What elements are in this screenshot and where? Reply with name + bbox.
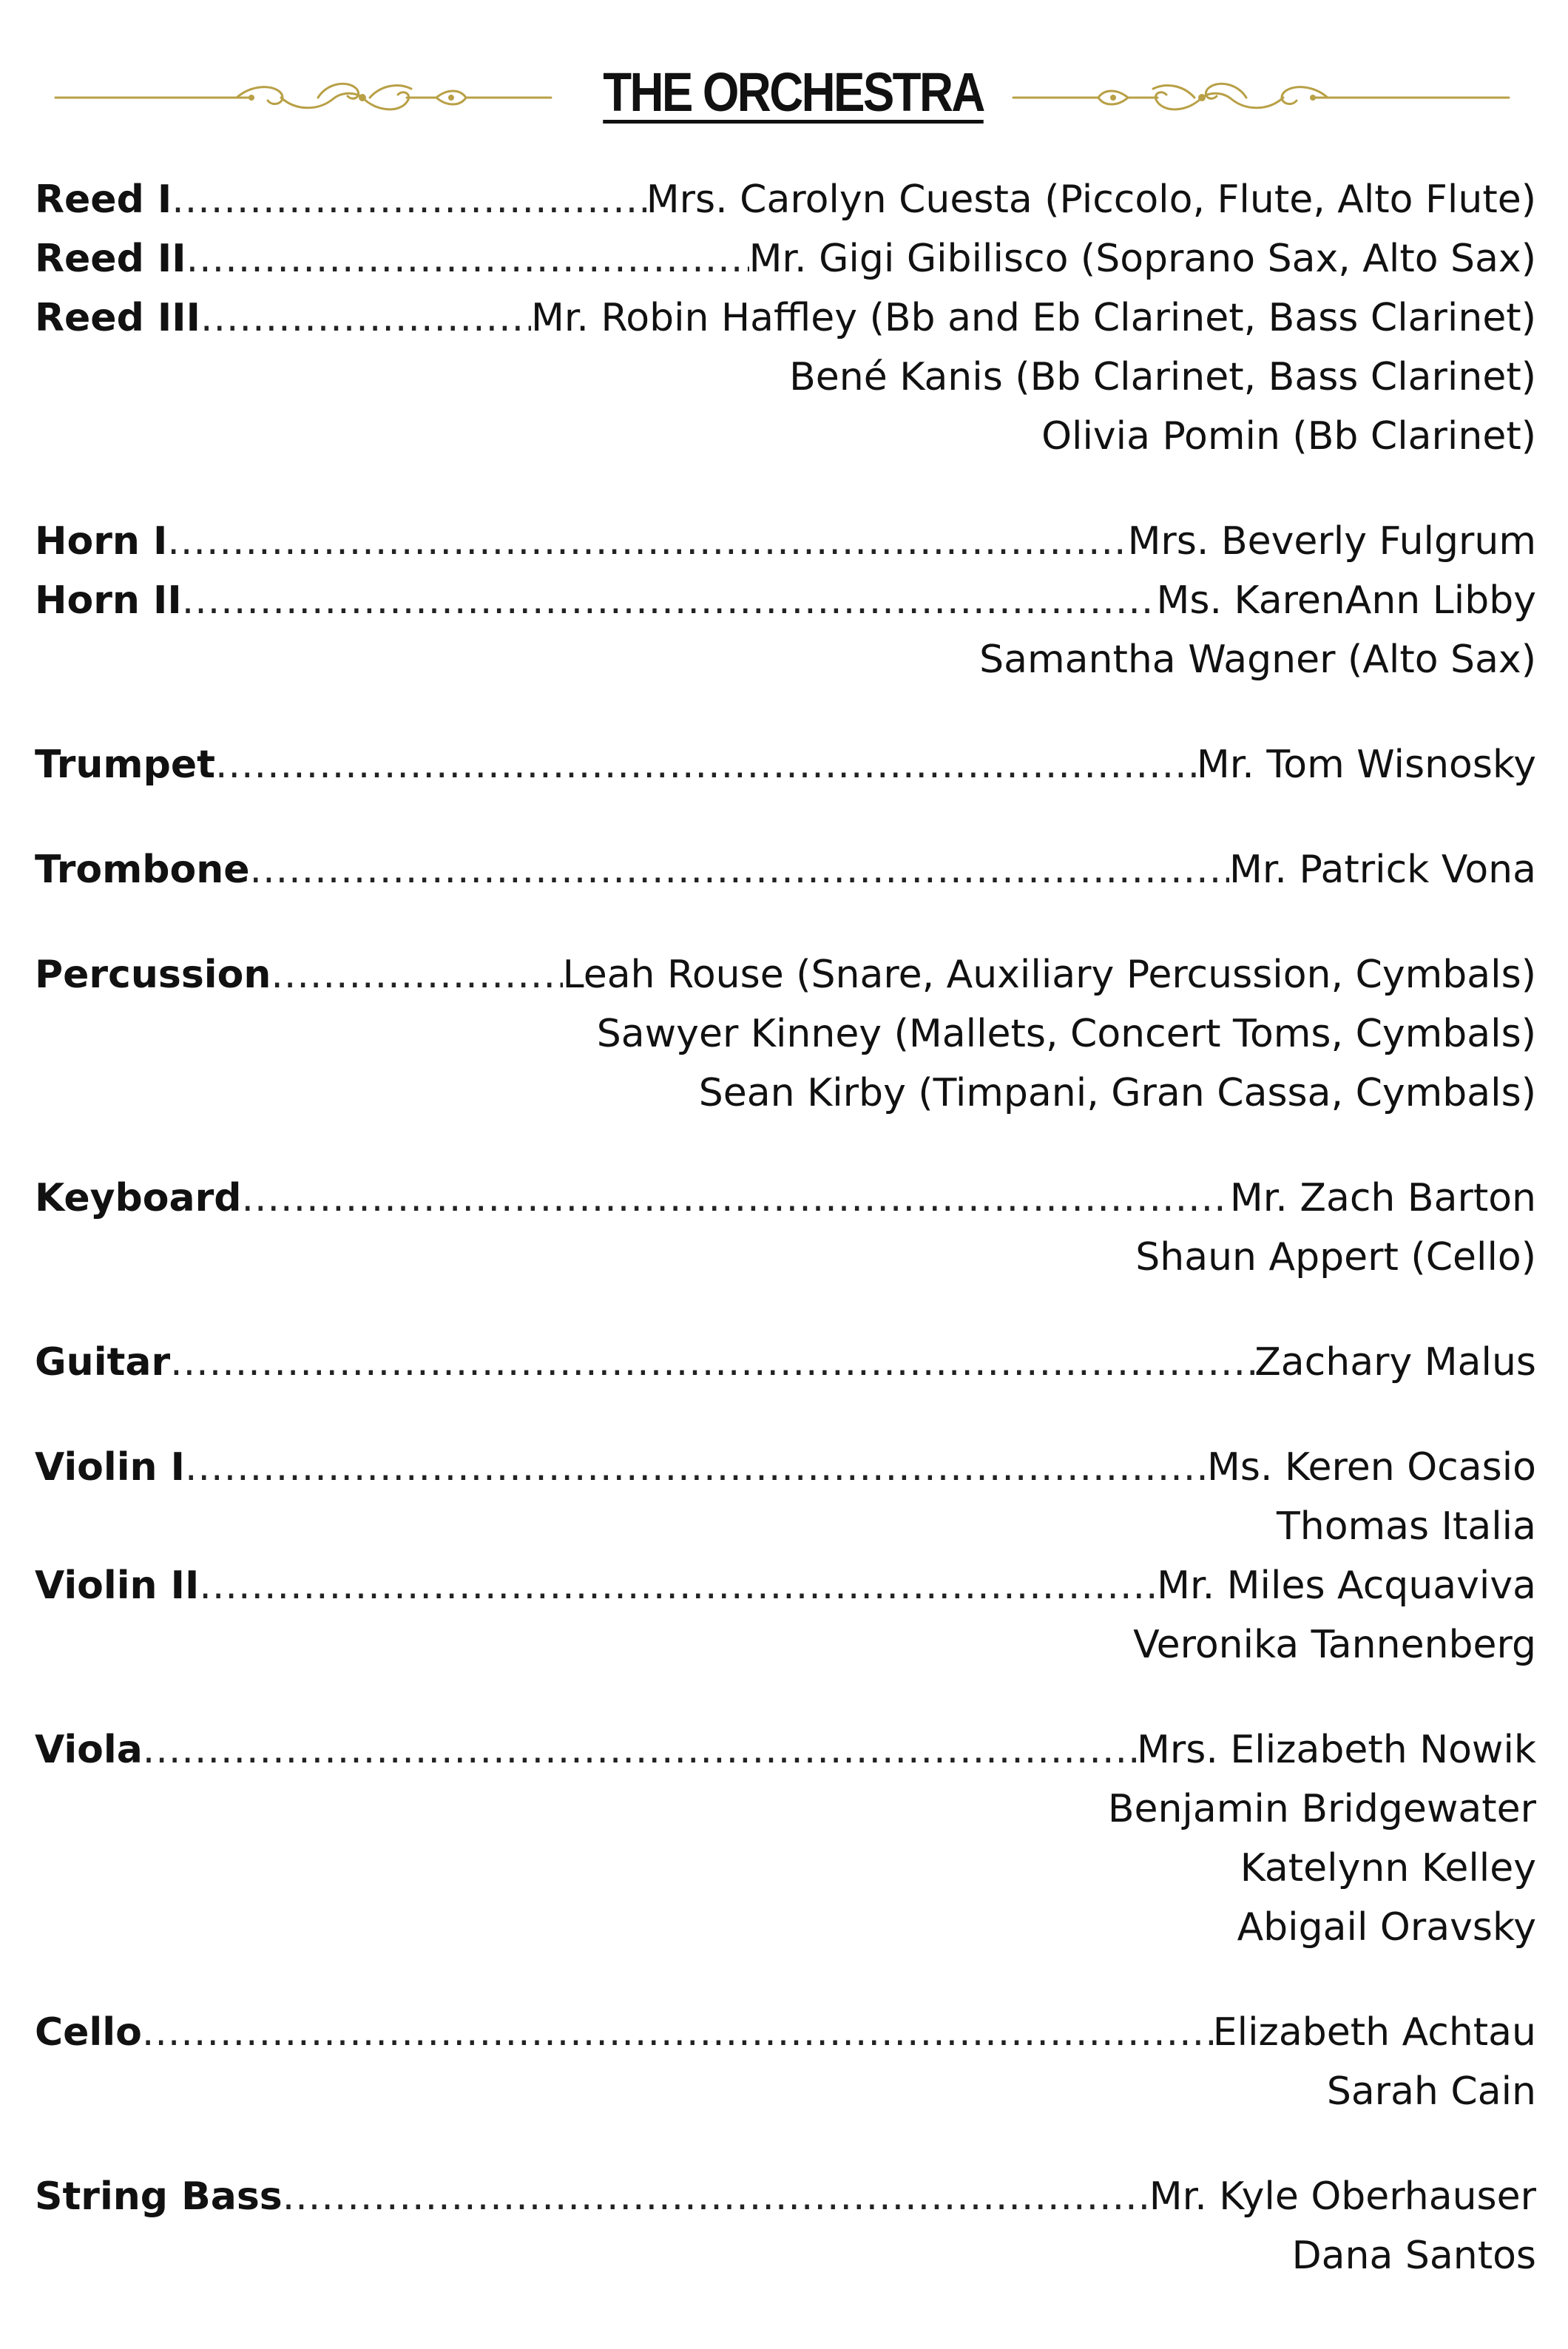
dot-leader <box>271 945 562 1004</box>
musician-name: Shaun Appert (Cello) <box>1135 1235 1536 1280</box>
musician-name: Mr. Gigi Gibilisco (Soprano Sax, Alto Sax) <box>748 237 1536 281</box>
roster-row-continuation <box>35 2226 1536 2285</box>
dot-leader <box>143 1720 1137 1780</box>
musician-name: Mr. Tom Wisnosky <box>1196 743 1536 787</box>
musician-name: Ms. KarenAnn Libby <box>1156 578 1536 623</box>
roster-row-continuation <box>35 1228 1536 1287</box>
musician-name: Ms. Keren Ocasio <box>1207 1445 1536 1490</box>
musician-name: Zachary Malus <box>1254 1340 1536 1385</box>
roster-row <box>35 1556 1536 1615</box>
musician-name: Mrs. Elizabeth Nowik <box>1137 1728 1536 1772</box>
roster-section <box>35 1333 1536 1392</box>
instrument-label: Reed III <box>35 296 200 340</box>
roster-section <box>35 1438 1536 1674</box>
right-ornament-flourish <box>1010 70 1513 129</box>
dot-leader <box>172 170 646 229</box>
roster-row <box>35 1438 1536 1497</box>
musician-name: Benjamin Bridgewater <box>1107 1787 1536 1831</box>
roster-row-continuation <box>35 1064 1536 1123</box>
instrument-label: Keyboard <box>35 1176 242 1220</box>
instrument-label: Violin II <box>35 1564 200 1608</box>
musician-name: Abigail Oravsky <box>1237 1905 1536 1950</box>
orchestra-roster <box>35 170 1536 2331</box>
musician-name: Leah Rouse (Snare, Auxiliary Percussion, Cymbals) <box>562 953 1536 997</box>
roster-section <box>35 512 1536 689</box>
musician-name: Sawyer Kinney (Mallets, Concert Toms, Cymbals) <box>596 1012 1536 1056</box>
instrument-label: Cello <box>35 2010 142 2055</box>
musician-name: Veronika Tannenberg <box>1133 1623 1536 1667</box>
dot-leader <box>199 1556 1157 1615</box>
roster-row <box>35 1720 1536 1780</box>
dot-leader <box>241 1169 1229 1228</box>
roster-row <box>35 735 1536 794</box>
roster-row <box>35 2167 1536 2226</box>
musician-name: Thomas Italia <box>1276 1504 1536 1549</box>
roster-section <box>35 840 1536 899</box>
instrument-label: Trombone <box>35 848 250 892</box>
roster-section <box>35 170 1536 466</box>
page-title: THE ORCHESTRA <box>603 61 984 123</box>
roster-row <box>35 1333 1536 1392</box>
roster-row <box>35 840 1536 899</box>
dot-leader <box>200 288 531 348</box>
musician-name: Katelynn Kelley <box>1240 1846 1536 1890</box>
musician-name: Mr. Miles Acquaviva <box>1157 1564 1536 1608</box>
musician-name: Sean Kirby (Timpani, Gran Cassa, Cymbals) <box>698 1071 1536 1115</box>
musician-name: Elizabeth Achtau <box>1212 2010 1536 2055</box>
roster-row <box>35 945 1536 1004</box>
instrument-label: String Bass <box>35 2174 283 2219</box>
roster-row-continuation <box>35 407 1536 466</box>
roster-row <box>35 2003 1536 2062</box>
instrument-label: Trumpet <box>35 743 215 787</box>
musician-name: Mrs. Beverly Fulgrum <box>1127 519 1536 564</box>
musician-name: Mr. Zach Barton <box>1229 1176 1536 1220</box>
left-ornament-flourish <box>52 70 555 129</box>
dot-leader <box>283 2167 1149 2226</box>
roster-section <box>35 2003 1536 2121</box>
musician-name: Mr. Patrick Vona <box>1229 848 1536 892</box>
roster-row-continuation <box>35 1497 1536 1556</box>
instrument-label: Violin I <box>35 1445 185 1490</box>
roster-row-continuation <box>35 1898 1536 1957</box>
roster-section <box>35 1169 1536 1287</box>
musician-name: Samantha Wagner (Alto Sax) <box>979 638 1536 682</box>
instrument-label: Reed II <box>35 237 186 281</box>
roster-row <box>35 229 1536 288</box>
instrument-label: Horn I <box>35 519 168 564</box>
header <box>0 53 1568 135</box>
roster-row <box>35 571 1536 630</box>
musician-name: Mrs. Carolyn Cuesta (Piccolo, Flute, Alto Flute) <box>646 178 1536 222</box>
dot-leader <box>215 735 1197 794</box>
instrument-label: Horn II <box>35 578 182 623</box>
roster-section <box>35 735 1536 794</box>
dot-leader <box>182 571 1157 630</box>
instrument-label: Reed I <box>35 178 172 222</box>
roster-row-continuation <box>35 1004 1536 1064</box>
musician-name: Sarah Cain <box>1326 2069 1536 2114</box>
roster-row-continuation <box>35 1839 1536 1898</box>
roster-row <box>35 288 1536 348</box>
roster-row-continuation <box>35 1780 1536 1839</box>
roster-row <box>35 512 1536 571</box>
musician-name: Dana Santos <box>1291 2234 1536 2278</box>
musician-name: Bené Kanis (Bb Clarinet, Bass Clarinet) <box>789 355 1536 399</box>
dot-leader <box>170 1333 1254 1392</box>
roster-section <box>35 945 1536 1123</box>
instrument-label: Percussion <box>35 953 271 997</box>
dot-leader <box>186 229 749 288</box>
musician-name: Mr. Kyle Oberhauser <box>1149 2174 1536 2219</box>
roster-row-continuation <box>35 1615 1536 1674</box>
roster-row-continuation <box>35 630 1536 689</box>
instrument-label: Viola <box>35 1728 143 1772</box>
instrument-label: Guitar <box>35 1340 171 1385</box>
dot-leader <box>185 1438 1207 1497</box>
dot-leader <box>142 2003 1213 2062</box>
roster-row-continuation <box>35 348 1536 407</box>
musician-name: Olivia Pomin (Bb Clarinet) <box>1041 414 1536 459</box>
roster-section <box>35 2167 1536 2285</box>
musician-name: Mr. Robin Haffley (Bb and Eb Clarinet, Bass Clarinet) <box>530 296 1536 340</box>
roster-row-continuation <box>35 2062 1536 2121</box>
roster-row <box>35 1169 1536 1228</box>
dot-leader <box>250 840 1229 899</box>
roster-row <box>35 170 1536 229</box>
dot-leader <box>167 512 1127 571</box>
roster-section <box>35 1720 1536 1957</box>
